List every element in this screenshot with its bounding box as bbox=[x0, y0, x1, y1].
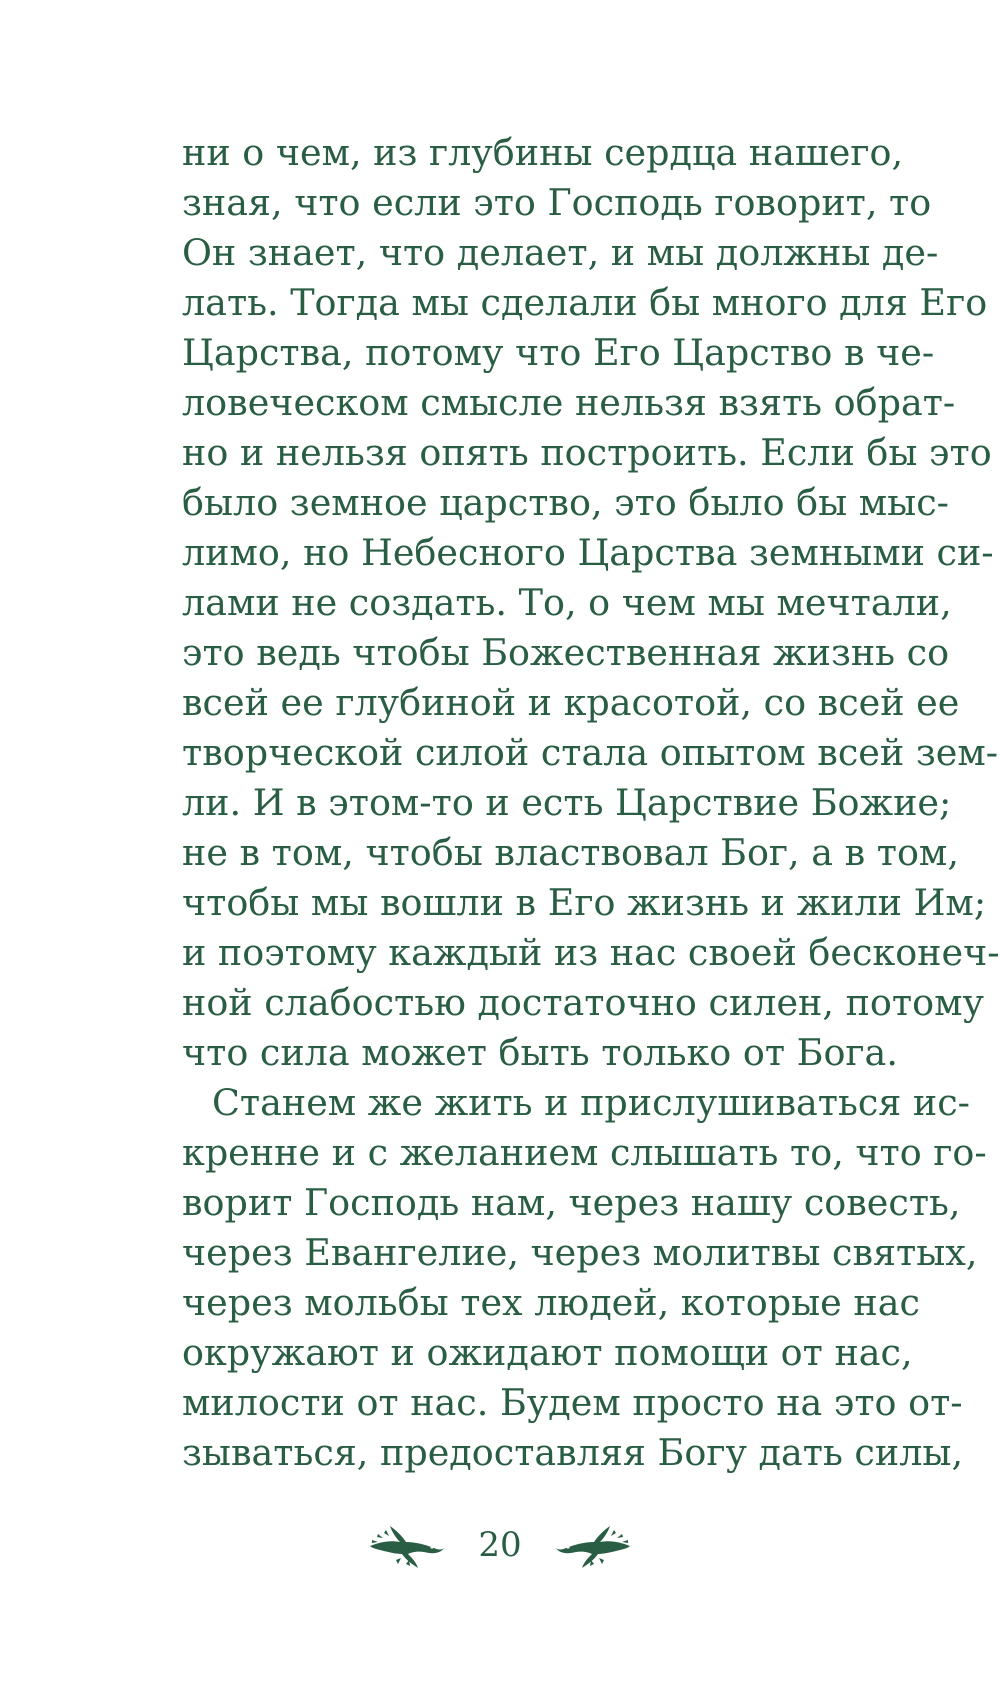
text-line: лимо, но Небесного Царства земными си- bbox=[182, 531, 994, 574]
body-text bbox=[182, 128, 1000, 1478]
text-line: кренне и с желанием слышать то, что го- bbox=[182, 1131, 987, 1174]
text-line: лать. Тогда мы сделали бы много для Его bbox=[182, 281, 988, 324]
swallow-ornament-icon bbox=[554, 1520, 634, 1570]
text-line: Станем же жить и прислушиваться ис- bbox=[212, 1081, 971, 1124]
swallow-ornament-icon bbox=[366, 1520, 446, 1570]
text-line: чтобы мы вошли в Его жизнь и жили Им; bbox=[182, 881, 987, 924]
page-footer bbox=[0, 1515, 1000, 1575]
text-line: что сила может быть только от Бога. bbox=[182, 1031, 898, 1074]
text-line: через Евангелие, через молитвы святых, bbox=[182, 1231, 978, 1274]
text-line: творческой силой стала опытом всей зем- bbox=[182, 731, 999, 774]
text-line: ли. И в этом-то и есть Царствие Божие; bbox=[182, 781, 952, 824]
text-line: Он знает, что делает, и мы должны де- bbox=[182, 231, 939, 274]
text-line: милости от нас. Будем просто на это от- bbox=[182, 1381, 963, 1424]
page-number: 20 bbox=[478, 1525, 522, 1565]
text-line: ловеческом смысле нельзя взять обрат- bbox=[182, 381, 956, 424]
text-line: через мольбы тех людей, которые нас bbox=[182, 1281, 920, 1324]
paragraph-1 bbox=[182, 128, 1000, 1078]
text-line: но и нельзя опять построить. Если бы это bbox=[182, 431, 992, 474]
text-line: ни о чем, из глубины сердца нашего, bbox=[182, 131, 904, 174]
text-line: зываться, предоставляя Богу дать силы, bbox=[182, 1431, 964, 1474]
text-line: это ведь чтобы Божественная жизнь со bbox=[182, 631, 950, 674]
text-line: было земное царство, это было бы мыс- bbox=[182, 481, 949, 524]
text-line: ворит Господь нам, через нашу совесть, bbox=[182, 1181, 961, 1224]
text-line: не в том, чтобы властвовал Бог, а в том, bbox=[182, 831, 959, 874]
paragraph-2 bbox=[182, 1078, 987, 1478]
text-line: зная, что если это Господь говорит, то bbox=[182, 181, 932, 224]
text-line: и поэтому каждый из нас своей бесконеч- bbox=[182, 931, 1000, 974]
text-line: всей ее глубиной и красотой, со всей ее bbox=[182, 681, 960, 724]
text-line: ной слабостью достаточно силен, потому bbox=[182, 981, 984, 1024]
text-line: Царства, потому что Его Царство в че- bbox=[182, 331, 935, 374]
text-line: окружают и ожидают помощи от нас, bbox=[182, 1331, 913, 1374]
text-line: лами не создать. То, о чем мы мечтали, bbox=[182, 581, 952, 624]
